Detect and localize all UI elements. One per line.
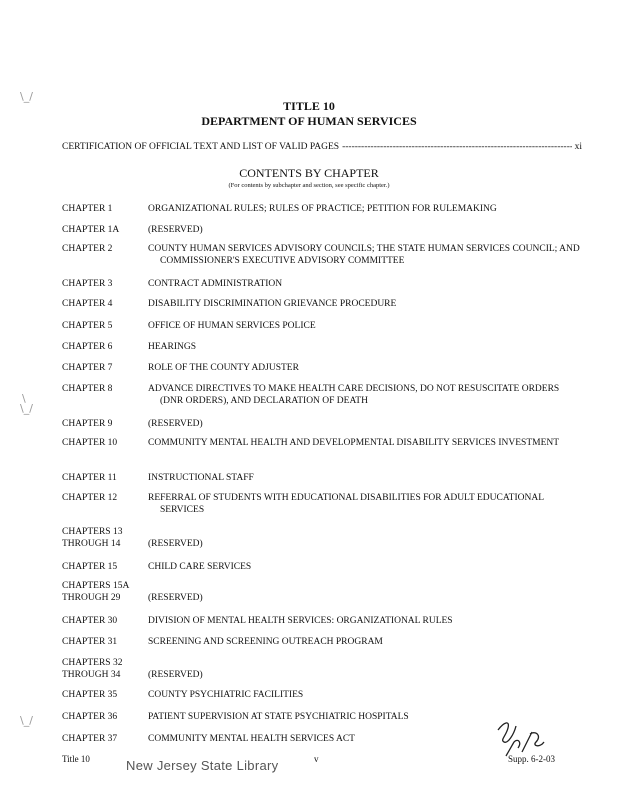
chapter-label	[62, 418, 148, 430]
chapter-row	[62, 320, 582, 332]
chapter-label-line: CHAPTER 5	[62, 321, 113, 331]
chapter-label	[62, 362, 148, 374]
chapter-description: CHILD CARE SERVICES	[148, 562, 252, 572]
chapter-label	[62, 320, 148, 332]
chapter-row	[62, 657, 582, 681]
chapter-row	[62, 636, 582, 648]
chapter-label	[62, 437, 148, 449]
chapter-description: INSTRUCTIONAL STAFF	[148, 473, 254, 483]
dot-leader	[342, 142, 572, 152]
chapter-description: COUNTY HUMAN SERVICES ADVISORY COUNCILS; THE STATE HUMAN SERVICES COUNCIL; AND COMMISSIONER'S EXECUTIVE ADVISORY COMMITTEE	[148, 244, 580, 266]
chapter-row	[62, 243, 582, 267]
footer-right: Supp. 6-2-03	[508, 754, 555, 764]
chapter-label-line: CHAPTER 36	[62, 712, 118, 722]
chapter-row	[62, 689, 582, 701]
chapter-description: COMMUNITY MENTAL HEALTH SERVICES ACT	[148, 734, 355, 744]
chapter-label-line: THROUGH 14	[62, 539, 121, 549]
chapter-row	[62, 437, 582, 449]
chapter-description: COMMUNITY MENTAL HEALTH AND DEVELOPMENTAL DISABILITY SERVICES INVESTMENT	[148, 438, 560, 448]
chapter-label-line: CHAPTER 31	[62, 637, 118, 647]
chapter-description: DISABILITY DISCRIMINATION GRIEVANCE PROCEDURE	[148, 299, 397, 309]
chapter-label	[62, 615, 148, 627]
chapter-label-line: CHAPTERS 15A	[62, 581, 130, 591]
chapter-label	[62, 472, 148, 484]
chapter-label-line: CHAPTER 7	[62, 363, 113, 373]
chapter-label-line: CHAPTER 37	[62, 734, 118, 744]
scan-mark: \_/	[20, 90, 33, 103]
chapter-label-line: CHAPTER 4	[62, 299, 113, 309]
chapter-label	[62, 689, 148, 701]
chapter-label	[62, 636, 148, 648]
chapter-label	[62, 383, 148, 407]
chapter-description: REFERRAL OF STUDENTS WITH EDUCATIONAL DISABILITIES FOR ADULT EDUCATIONAL SERVICES	[148, 493, 544, 515]
chapter-label-line: CHAPTER 6	[62, 342, 113, 352]
chapter-row	[62, 615, 582, 627]
chapter-label	[62, 278, 148, 290]
certification-text: CERTIFICATION OF OFFICIAL TEXT AND LIST OF VALID PAGES	[62, 142, 340, 152]
contents-note: (For contents by subchapter and section, see specific chapter.)	[228, 182, 390, 189]
chapter-row	[62, 383, 582, 407]
scan-mark: \_/	[20, 714, 33, 727]
chapter-description: DIVISION OF MENTAL HEALTH SERVICES: ORGANIZATIONAL RULES	[148, 616, 453, 626]
chapter-label-line: CHAPTER 1	[62, 204, 113, 214]
chapter-label-line: CHAPTERS 13	[62, 527, 123, 537]
page-title: TITLE 10	[283, 99, 335, 113]
chapter-label	[62, 243, 148, 267]
chapter-label	[62, 298, 148, 310]
chapter-row	[62, 278, 582, 290]
footer-page-number: v	[314, 754, 319, 764]
chapter-label-line: CHAPTER 3	[62, 279, 113, 289]
chapter-row	[62, 224, 582, 236]
chapter-label-line: THROUGH 34	[62, 670, 121, 680]
chapter-label	[62, 561, 148, 573]
chapter-row	[62, 418, 582, 430]
chapter-label-line: THROUGH 29	[62, 593, 121, 603]
chapter-row	[62, 341, 582, 353]
chapter-description: (RESERVED)	[148, 225, 203, 235]
chapter-label-line: CHAPTER 10	[62, 438, 118, 448]
chapter-label	[62, 492, 148, 516]
chapter-label-line: CHAPTER 1A	[62, 225, 120, 235]
handwritten-initials	[492, 712, 552, 762]
scan-mark: \_/	[20, 402, 33, 415]
chapter-description: COUNTY PSYCHIATRIC FACILITIES	[148, 690, 304, 700]
chapter-label	[62, 224, 148, 236]
chapter-label	[62, 341, 148, 353]
chapter-label-line: CHAPTERS 32	[62, 658, 123, 668]
chapter-row	[62, 561, 582, 573]
chapter-row	[62, 203, 582, 215]
chapter-label-line: CHAPTER 9	[62, 419, 113, 429]
chapter-label	[62, 711, 148, 723]
chapter-label-line: CHAPTER 35	[62, 690, 118, 700]
chapter-description: ROLE OF THE COUNTY ADJUSTER	[148, 363, 299, 373]
chapter-row	[62, 492, 582, 516]
scan-mark: \	[22, 392, 26, 405]
chapter-description: CONTRACT ADMINISTRATION	[148, 279, 283, 289]
chapter-description: OFFICE OF HUMAN SERVICES POLICE	[148, 321, 316, 331]
chapter-row	[62, 580, 582, 604]
chapter-label	[62, 580, 148, 604]
chapter-label-line: CHAPTER 2	[62, 244, 113, 254]
chapter-description: ADVANCE DIRECTIVES TO MAKE HEALTH CARE DECISIONS, DO NOT RESUSCITATE ORDERS (DNR ORDERS), AND DECLARATION OF DEATH	[148, 384, 560, 406]
chapter-label-line: CHAPTER 11	[62, 473, 117, 483]
chapter-description: (RESERVED)	[148, 419, 203, 429]
chapter-description: (RESERVED)	[148, 670, 203, 680]
chapter-label	[62, 203, 148, 215]
chapter-label-line: CHAPTER 15	[62, 562, 118, 572]
chapter-row	[62, 298, 582, 310]
chapter-row	[62, 362, 582, 374]
chapter-row	[62, 526, 582, 550]
page-subtitle: DEPARTMENT OF HUMAN SERVICES	[201, 114, 417, 128]
chapter-row	[62, 472, 582, 484]
chapter-description: (RESERVED)	[148, 593, 203, 603]
chapter-description: HEARINGS	[148, 342, 197, 352]
chapter-description: (RESERVED)	[148, 539, 203, 549]
chapter-label	[62, 526, 148, 550]
chapter-description: PATIENT SUPERVISION AT STATE PSYCHIATRIC HOSPITALS	[148, 712, 409, 722]
chapter-label-line: CHAPTER 12	[62, 493, 118, 503]
chapter-label	[62, 657, 148, 681]
certification-page: xi	[574, 142, 582, 152]
chapter-label-line: CHAPTER 8	[62, 384, 113, 394]
chapter-description: SCREENING AND SCREENING OUTREACH PROGRAM	[148, 637, 383, 647]
chapter-label-line: CHAPTER 30	[62, 616, 118, 626]
certification-line	[62, 142, 582, 152]
chapter-label	[62, 733, 148, 745]
footer-left: Title 10	[62, 754, 90, 764]
library-stamp: New Jersey State Library	[126, 758, 279, 773]
chapter-description: ORGANIZATIONAL RULES; RULES OF PRACTICE; PETITION FOR RULEMAKING	[148, 204, 497, 214]
contents-heading: CONTENTS BY CHAPTER	[239, 166, 379, 180]
